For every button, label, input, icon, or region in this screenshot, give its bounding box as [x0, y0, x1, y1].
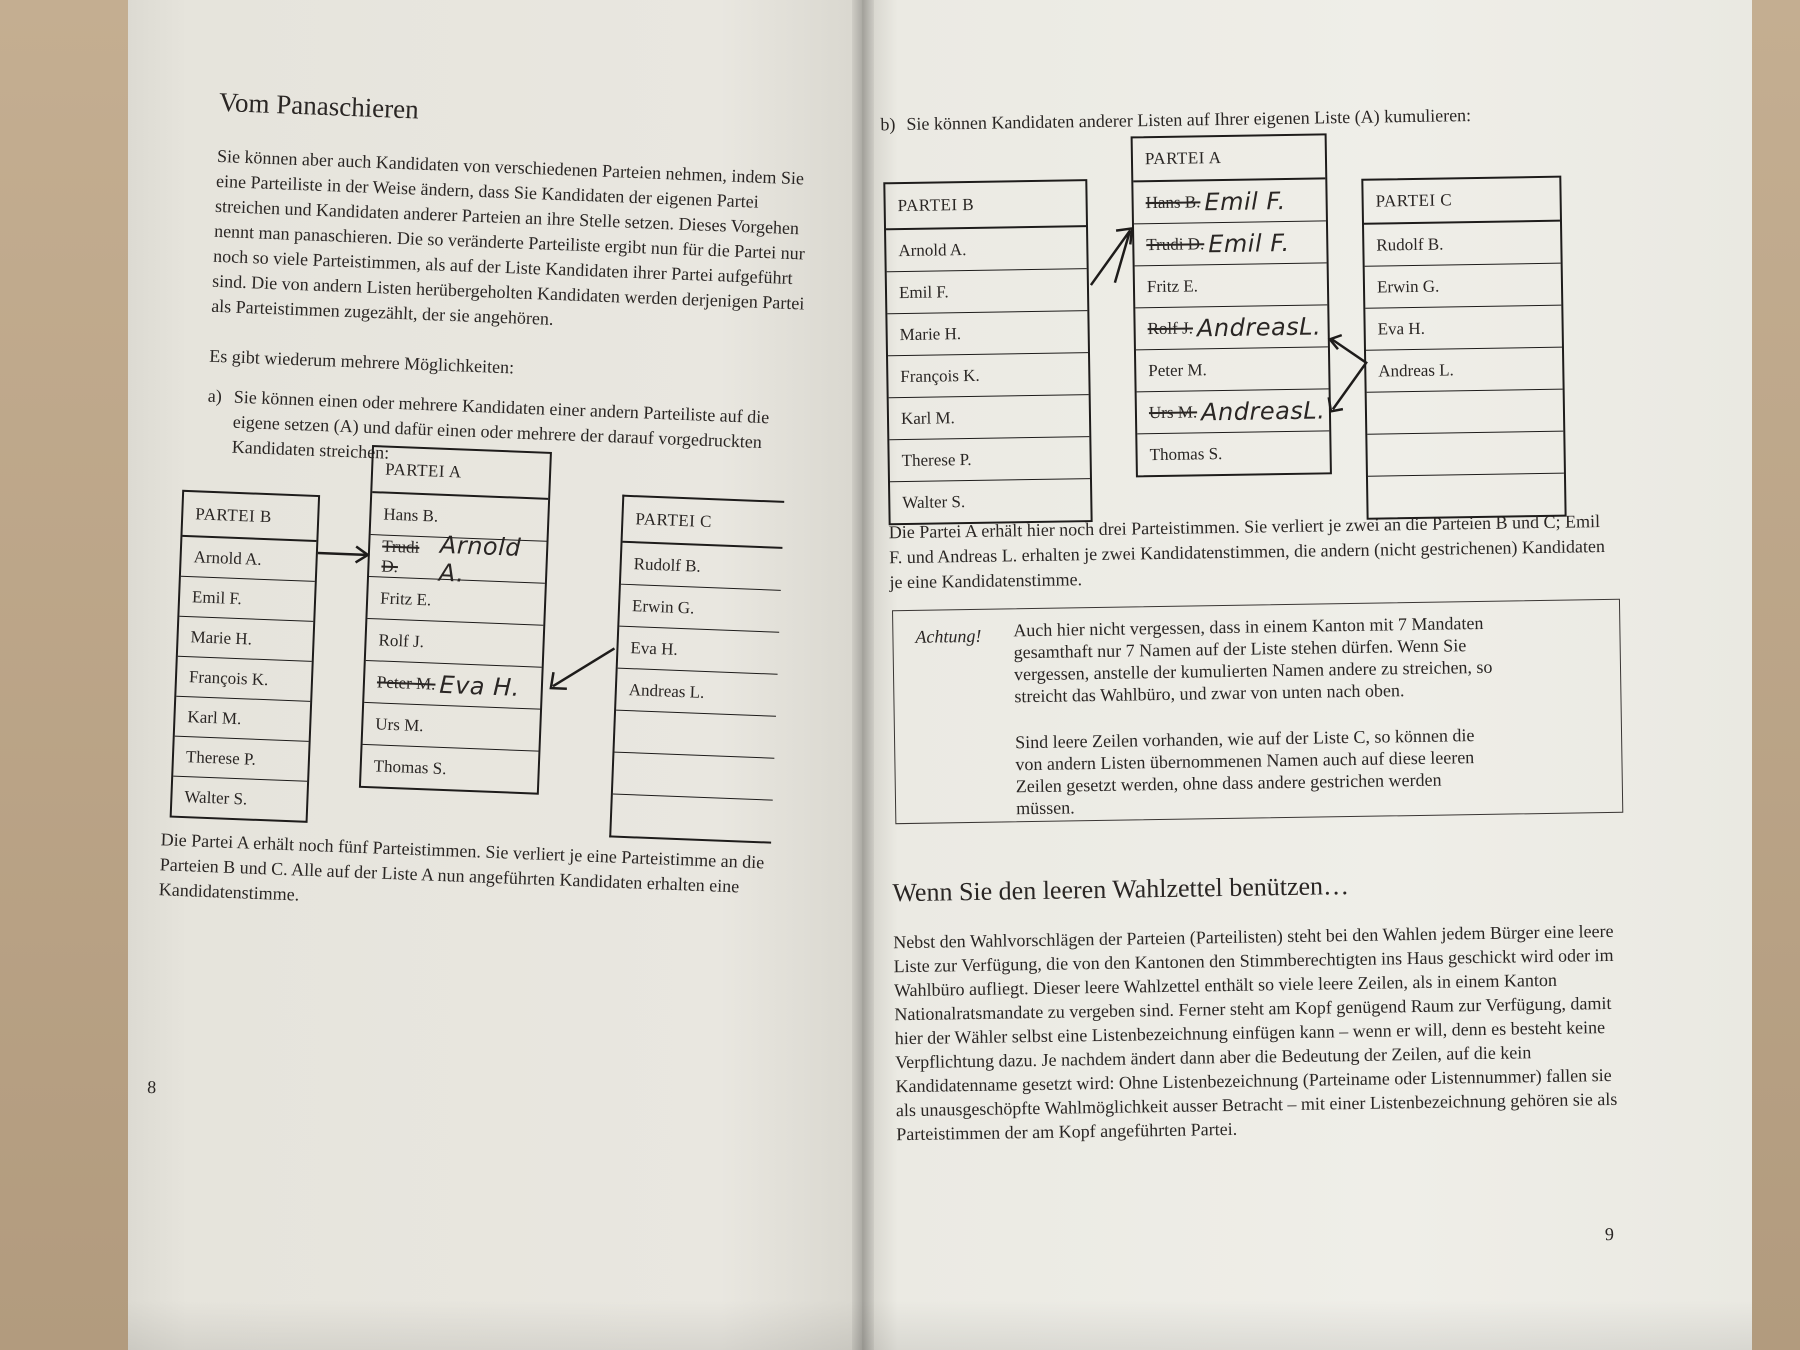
list-row [364, 661, 541, 710]
list-row: Emil F. [887, 269, 1088, 314]
printed-name: Thomas S. [1149, 443, 1223, 464]
page-number-left: 8 [146, 1076, 157, 1098]
list-partei-b [883, 179, 1092, 525]
result-paragraph-b: Die Partei A erhält hier noch drei Parteistimmen. Sie verliert je zwei an die Parteien B und C; Emil F. und Andreas L. erhalten je zwei Kandidatenstimmen, die andern (nicht gestrichenen) Kandidaten je eine Kandidatenstimme. [888, 511, 1606, 593]
printed-name: Peter M. [1148, 359, 1207, 380]
handwritten-name: Eva H. [438, 670, 521, 702]
list-row: Arnold A. [181, 537, 316, 582]
section-heading-panaschieren: Vom Panaschieren [218, 86, 420, 125]
option-a-marker: a) [207, 385, 223, 407]
list-row: Therese P. [889, 437, 1090, 482]
struck-name: Urs M. [1148, 401, 1198, 422]
list-partei-b [170, 490, 320, 823]
right-page-content [862, 0, 1752, 1350]
list-row [1367, 390, 1564, 435]
printed-name: Thomas S. [373, 755, 447, 778]
right-page [862, 0, 1752, 1350]
list-row: Rudolf B. [621, 543, 782, 591]
printed-name: Hans B. [383, 504, 439, 526]
list-row [1133, 179, 1326, 224]
list-row: Andreas L. [616, 669, 777, 717]
list-row: Walter S. [184, 786, 248, 808]
left-page-content [128, 0, 868, 1350]
list-row [611, 795, 772, 842]
list-row [1134, 221, 1327, 266]
list-row: Walter S. [902, 491, 966, 512]
struck-name: Trudi D. [1146, 233, 1205, 254]
possibilities-line: Es gibt wiederum mehrere Möglichkeiten: [209, 345, 515, 378]
list-row: Rudolf B. [1364, 222, 1561, 267]
list-row: Eva H. [618, 627, 779, 675]
list-row: Erwin G. [1365, 264, 1562, 309]
arrow-left-down-icon [545, 642, 619, 695]
list-header: PARTEI B [885, 181, 1086, 230]
list-row: François K. [176, 657, 311, 702]
struck-name: Trudi D. [381, 536, 420, 576]
list-row [367, 577, 544, 626]
handwritten-name: AndreasL. [1200, 395, 1326, 426]
intro-paragraph: Sie können aber auch Kandidaten von verschiedenen Parteien nehmen, indem Sie eine Parteiliste in der Weise ändern, dass Sie Kandidaten der eigenen Partei streichen und Kandidaten anderer Parteien an ihre Stelle setzen. Dieses Vorgehen nennt man panaschieren. Die so veränderte Parteiliste ergibt nun für die Partei nur noch so viele Parteistimmen, als auf der Liste Kandidaten ihrer Partei aufgeführt sind. Die von andern Listen herübergeholten Kandidaten werden derjenigen Partei als Parteistimmen zugezählt, der sie angehören. [210, 145, 806, 329]
option-a-text: Sie können einen oder mehrere Kandidaten einer andern Parteiliste auf die eigene setzen (A) und dafür einen oder mehrere der darauf vorgedruckten Kandidaten streichen: [231, 386, 770, 463]
warning-text-1: Auch hier nicht vergessen, dass in einem Kanton mit 7 Mandaten gesamthaft nur 7 Namen auf der Liste stehen dürfen. Wenn Sie vergessen, anstelle der kumulierten Namen andere zu streichen, so streicht das Wahlbüro, und zwar von unten nach oben. [1013, 612, 1493, 707]
list-row [613, 753, 774, 801]
left-page [128, 0, 868, 1350]
list-row [363, 703, 540, 752]
list-row [1137, 389, 1330, 434]
list-partei-c [1361, 176, 1566, 520]
list-row [1135, 305, 1328, 350]
struck-name: Peter M. [376, 671, 436, 694]
printed-name: Fritz E. [1146, 275, 1199, 296]
body-paragraph-leere-liste: Nebst den Wahlvorschlägen der Parteien (Parteilisten) steht bei den Wahlen jedem Bürger eine leere Liste zur Verfügung, die von den Kantonen den Stimmberechtigten ins Haus geschickt wird oder im Wahlbüro aufliegt. Dieser leere Wahlzettel enthält so viele leere Zeilen, als in einem Kanton Nationalratsmandate zu vergeben sind. Ferner steht am Kopf genügend Raum zur Verfügung, damit hier der Wähler selbst eine Listenbezeichnung einfügen kann – wenn er will, denn es besteht keine Verpflichtung dazu. Je nachdem ändert dann aber die Bedeutung der Zeilen, auf die kein Kandidatenname gesetzt wird: Ohne Listenbezeichnung (Parteiname oder Listennummer) fallen sie als unausgeschöpfte Wahlmöglichkeit ausser Betracht – mit einer Listenbezeichnung gehören sie als Parteistimmen der am Kopf angeführten Partei. [893, 920, 1618, 1145]
handwritten-name: AndreasL. [1196, 311, 1322, 342]
printed-name: Fritz E. [379, 587, 432, 609]
list-row: Emil F. [179, 577, 314, 622]
list-header: PARTEI C [623, 497, 785, 549]
handwritten-name: Emil F. [1208, 228, 1290, 258]
list-header: PARTEI C [1363, 178, 1560, 225]
warning-label: Achtung! [915, 625, 982, 647]
handwritten-name: Emil F. [1204, 186, 1286, 216]
option-b-marker: b) [880, 114, 896, 135]
result-paragraph-a: Die Partei A erhält noch fünf Parteistimmen. Sie verliert je eine Parteistimme an die Parteien B und C. Alle auf der Liste A nun angeführten Kandidaten erhalten eine Kandidatenstimme. [158, 829, 765, 905]
handwritten-name: Arnold A. [438, 530, 522, 588]
list-row: Arnold A. [886, 227, 1087, 272]
printed-name: Rolf J. [378, 629, 425, 651]
list-row: Marie H. [887, 311, 1088, 356]
list-row: Karl M. [175, 697, 310, 742]
list-partei-c [609, 495, 784, 844]
list-row [1367, 432, 1564, 477]
list-partei-a [1131, 133, 1332, 477]
double-arrow-left-icon [1324, 333, 1371, 416]
list-row: Eva H. [1365, 306, 1562, 351]
list-row [614, 711, 775, 759]
list-row [369, 530, 546, 588]
list-row: Andreas L. [1366, 348, 1563, 393]
list-row: Erwin G. [619, 585, 780, 633]
arrow-right-icon [316, 543, 373, 565]
printed-name: Urs M. [375, 713, 424, 735]
list-row [1135, 263, 1328, 308]
section-heading-leerer-wahlzettel: Wenn Sie den leeren Wahlzettel benützen… [892, 871, 1350, 908]
page-shadow [128, 1300, 1752, 1350]
page-number-right: 9 [1604, 1223, 1615, 1245]
list-row: Marie H. [178, 617, 313, 662]
list-header: PARTEI A [372, 447, 550, 500]
struck-name: Rolf J. [1147, 317, 1194, 338]
option-b-text: Sie können Kandidaten anderer Listen auf Ihrer eigenen Liste (A) kumulieren: [906, 105, 1472, 134]
warning-box [892, 599, 1623, 824]
struck-name: Hans B. [1145, 191, 1201, 212]
book-gutter [852, 0, 874, 1350]
list-row [361, 745, 538, 793]
double-arrow-up-icon [1086, 222, 1137, 289]
list-row: Karl M. [889, 395, 1090, 440]
list-row: Therese P. [173, 737, 308, 782]
list-row [1137, 431, 1330, 475]
list-row [1136, 347, 1329, 392]
list-row [366, 619, 543, 668]
list-row: François K. [888, 353, 1089, 398]
warning-text-2: Sind leere Zeilen vorhanden, wie auf der Liste C, so können die von andern Listen übernommenen Namen auch auf diese leeren Zeilen gesetzt werden, ohne dass andere gestrichen werden müssen. [1014, 725, 1475, 819]
list-partei-a [359, 445, 552, 795]
list-header: PARTEI A [1133, 135, 1326, 182]
list-header: PARTEI B [182, 492, 318, 542]
